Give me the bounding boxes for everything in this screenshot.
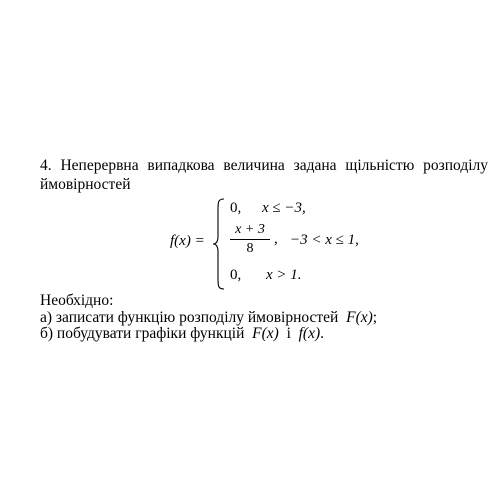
density-formula (170, 196, 400, 292)
case3-value: 0, (230, 267, 242, 283)
task-a-text: а) записати функцію розподілу ймовірностей (40, 308, 339, 326)
case1-condition: x ≤ −3, (262, 200, 306, 216)
task-b-suffix: . (320, 325, 325, 342)
problem-statement (40, 156, 488, 194)
task-b (40, 326, 377, 343)
case1-value: 0, (230, 200, 242, 216)
left-brace (212, 198, 226, 290)
task-b-conjunction: і (286, 325, 291, 342)
case3-condition: x > 1. (266, 267, 302, 283)
fraction-bar (230, 239, 270, 240)
task-b-function-2: f(x) (298, 325, 321, 342)
task-list (40, 293, 377, 343)
tasks-heading: Необхідно: (40, 292, 114, 309)
case2-comma: , (274, 231, 278, 247)
case2-condition: −3 < x ≤ 1, (290, 232, 359, 248)
fraction-numerator: x + 3 (235, 222, 265, 237)
formula-lhs: f(x) = (170, 233, 205, 249)
task-b-text: б) побудувати графіки функцій (40, 325, 245, 342)
problem-text: 4. Неперервна випадкова величина задана щільністю розподілу ймовірностей (40, 157, 488, 193)
fraction-denominator: 8 (246, 241, 254, 256)
task-b-function-1: F(x) (252, 325, 279, 342)
task-a (40, 310, 377, 327)
task-a-suffix: ; (372, 308, 378, 326)
task-a-function: F(x) (346, 308, 373, 326)
case2-fraction (226, 222, 274, 257)
